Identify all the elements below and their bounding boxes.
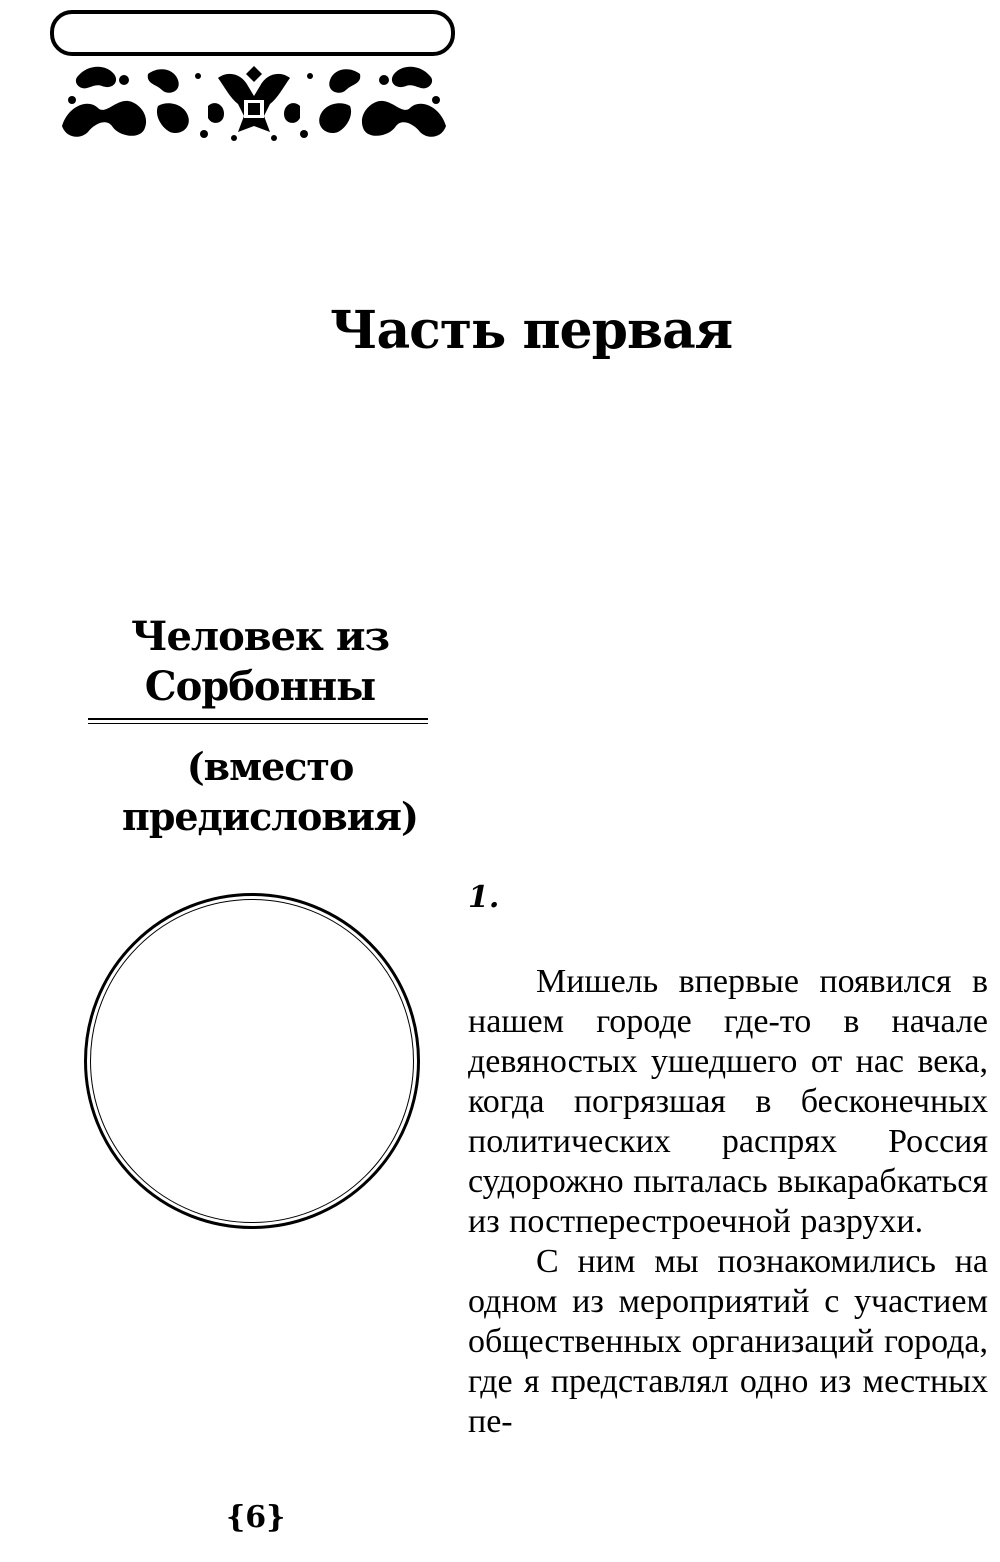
circle-frame-icon bbox=[84, 893, 420, 1229]
chapter-title: Человек из Сорбонны bbox=[130, 613, 390, 710]
body-text bbox=[468, 962, 988, 1442]
part-title: Часть первая bbox=[330, 300, 733, 361]
page-number: {6} bbox=[226, 1500, 286, 1535]
chapter-subtitle: (вместо предисловия) bbox=[122, 744, 418, 839]
title-divider bbox=[88, 718, 428, 724]
paragraph: С ним мы познакомились на одном из мероприятий с участием общественных организаций города, где я представлял одно из местных пе- bbox=[468, 1243, 988, 1440]
section-number: 1. bbox=[468, 880, 500, 915]
header-frame bbox=[50, 10, 455, 56]
paragraph: Мишель впервые появился в нашем городе где-то в начале девяностых ушедшего от нас века, когда погрязшая в бесконечных политических распрях Россия судорожно пыталась выкарабкаться из постперестроечной разрухи. bbox=[468, 963, 988, 1240]
dragons-eagle-ornament-icon bbox=[58, 56, 450, 142]
